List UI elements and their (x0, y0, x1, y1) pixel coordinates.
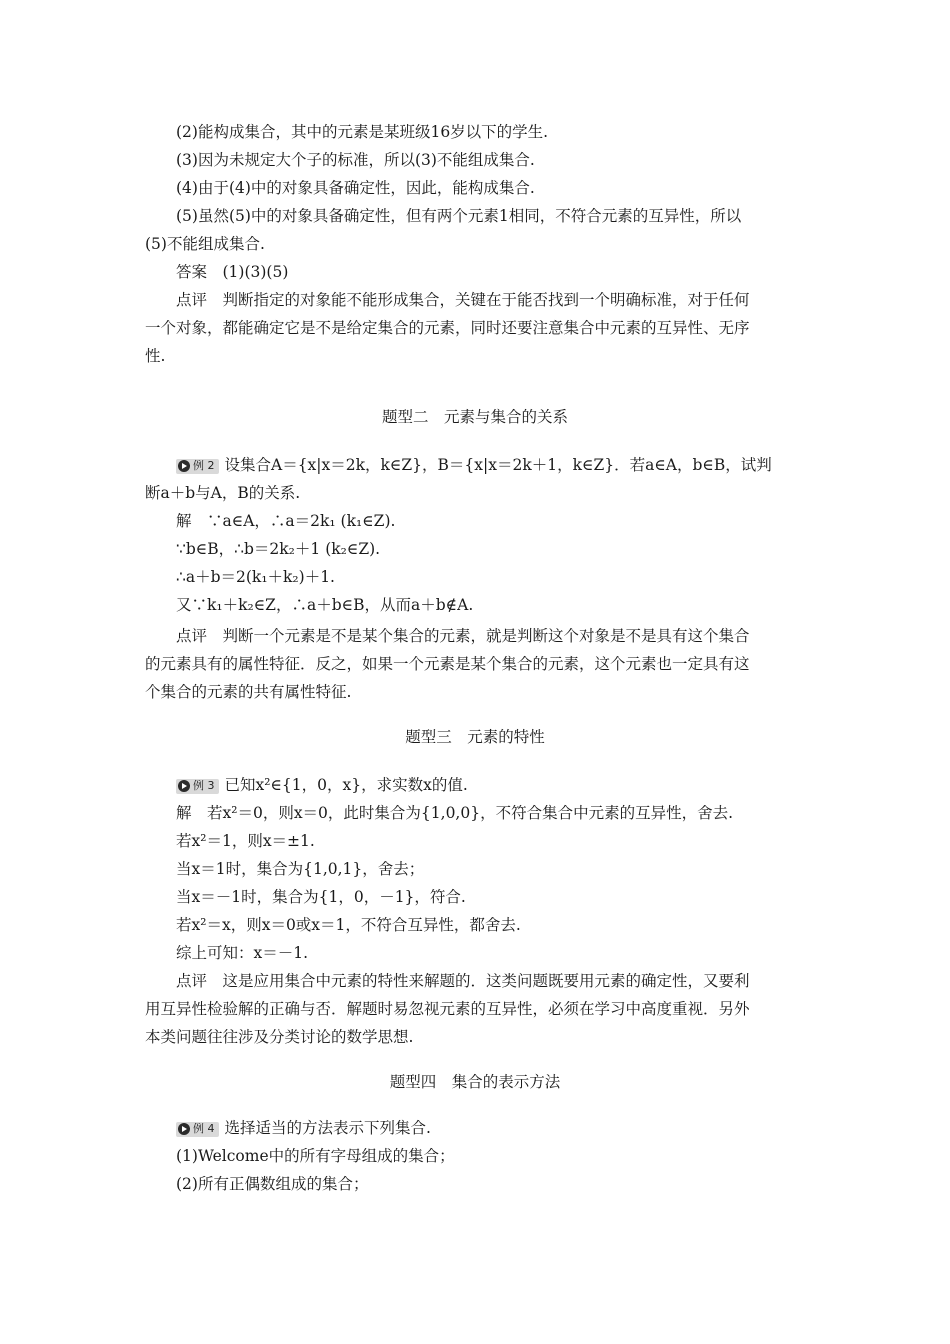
example-badge: 例 2 (176, 459, 219, 474)
section-heading: 题型三 元素的特性 (405, 728, 545, 746)
comment-line: 点评 这是应用集合中元素的特性来解题的．这类问题既要用元素的确定性，又要利 (176, 972, 750, 990)
text-line: (1)Welcome中的所有字母组成的集合； (176, 1147, 455, 1165)
text-line: (2)能构成集合，其中的元素是某班级16岁以下的学生. (176, 123, 549, 141)
comment-line: 个集合的元素的共有属性特征. (145, 683, 352, 701)
text-line: (2)所有正偶数组成的集合； (176, 1175, 369, 1193)
comment-line: 点评 判断指定的对象能不能形成集合，关键在于能否找到一个明确标准，对于任何 (176, 291, 750, 309)
solution-line: 解 ∵a∈A，∴a＝2k₁ (k₁∈Z). (176, 512, 396, 530)
comment-line: 本类问题往往涉及分类讨论的数学思想. (145, 1028, 414, 1046)
comment-line: 的元素具有的属性特征．反之，如果一个元素是某个集合的元素，这个元素也一定具有这 (145, 655, 750, 673)
example-badge: 例 4 (176, 1122, 219, 1137)
example-line: 例 4 选择适当的方法表示下列集合. (176, 1118, 841, 1138)
solution-line: ∵b∈B，∴b＝2k₂＋1 (k₂∈Z). (176, 540, 381, 558)
text-line: (5)不能组成集合. (145, 235, 265, 253)
comment-line: 性. (145, 347, 166, 365)
solution-line: 又∵k₁＋k₂∈Z，∴a＋b∈B，从而a＋b∉A. (176, 596, 474, 614)
section-heading: 题型四 集合的表示方法 (389, 1073, 561, 1091)
solution-line: 综上可知：x＝－1. (176, 944, 309, 962)
text-line: (4)由于(4)中的对象具备确定性，因此，能构成集合. (176, 179, 535, 197)
example-line: 例 3 已知x²∈{1，0，x}，求实数x的值. (176, 775, 841, 795)
solution-line: 若x²＝x，则x＝0或x＝1，不符合互异性，都舍去. (176, 916, 521, 934)
solution-line: 当x＝1时，集合为{1,0,1}，舍去； (176, 860, 425, 878)
text-line: (3)因为未规定大个子的标准，所以(3)不能组成集合. (176, 151, 535, 169)
example-badge: 例 3 (176, 779, 219, 794)
comment-line: 点评 判断一个元素是不是某个集合的元素，就是判断这个对象是不是具有这个集合 (176, 627, 750, 645)
solution-line: ∴a＋b＝2(k₁＋k₂)＋1. (176, 568, 335, 586)
play-icon (178, 1123, 190, 1135)
play-icon (178, 460, 190, 472)
section-heading: 题型二 元素与集合的关系 (381, 408, 568, 426)
text-line: 断a＋b与A，B的关系. (145, 484, 301, 502)
text-line: (5)虽然(5)中的对象具备确定性，但有两个元素1相同，不符合元素的互异性，所以 (176, 207, 742, 225)
play-icon (178, 780, 190, 792)
solution-line: 解 若x²＝0，则x＝0，此时集合为{1,0,0}，不符合集合中元素的互异性，舍去. (176, 804, 734, 822)
solution-line: 当x＝－1时，集合为{1，0，－1}，符合. (176, 888, 466, 906)
answer-line: 答案 (1)(3)(5) (176, 263, 289, 281)
comment-line: 一个对象，都能确定它是不是给定集合的元素，同时还要注意集合中元素的互异性、无序 (145, 319, 750, 337)
comment-line: 用互异性检验解的正确与否．解题时易忽视元素的互异性，必须在学习中高度重视．另外 (145, 1000, 750, 1018)
example-line: 例 2 设集合A＝{x|x＝2k，k∈Z}，B＝{x|x＝2k＋1，k∈Z}．若a∈A，b∈B，试判 (176, 455, 841, 475)
solution-line: 若x²＝1，则x＝±1. (176, 832, 315, 850)
